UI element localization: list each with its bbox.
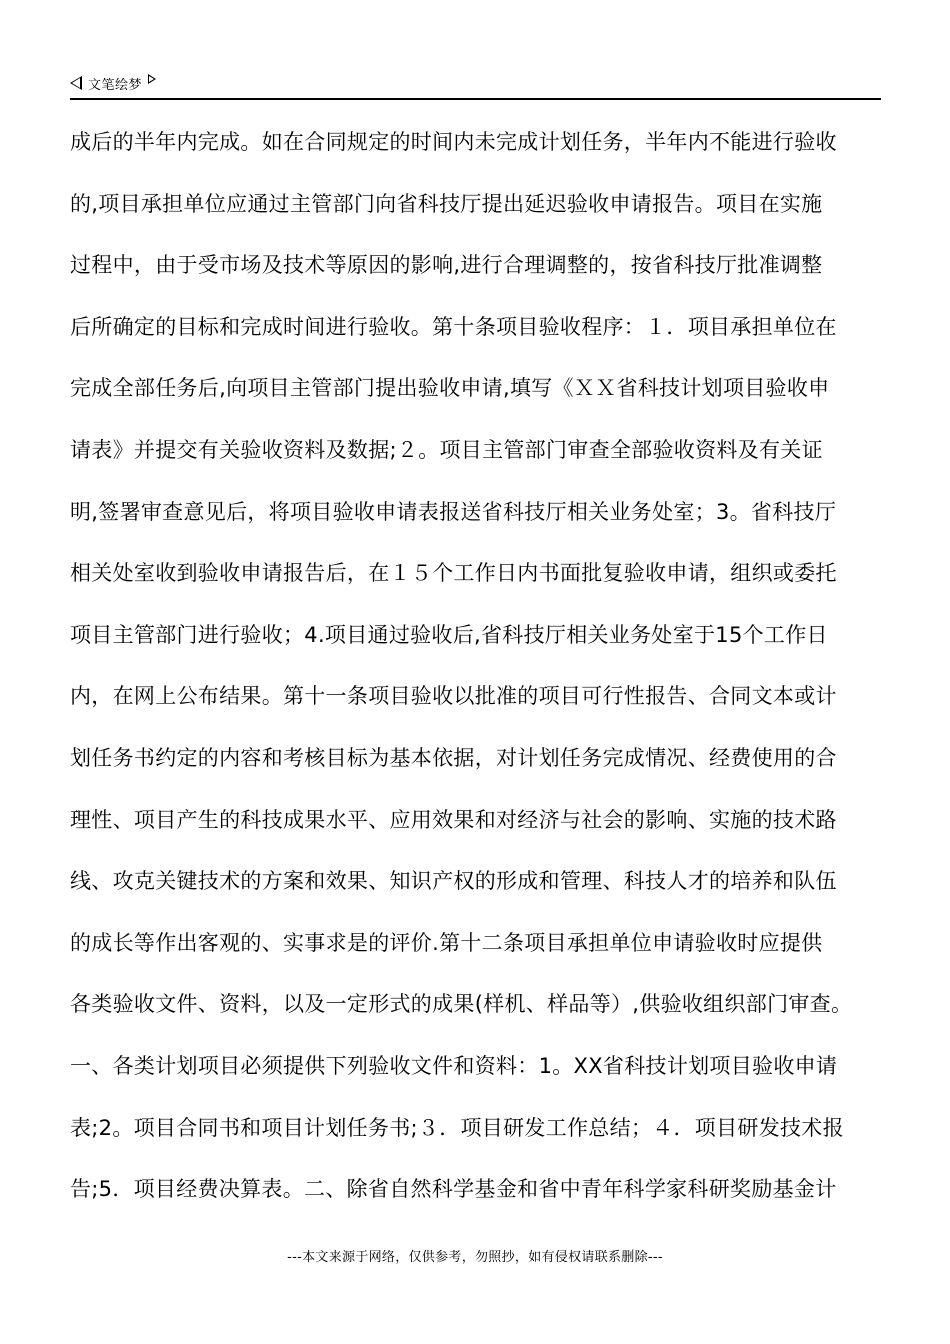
text-line: 各类验收文件、资料，以及一定形式的成果(样机、样品等）,供验收组织部门审查。 [70,992,853,1017]
text-line: 完成全部任务后,向项目主管部门提出验收申请,填写《ＸＸ省科技计划项目验收申 [70,376,830,401]
brand-name: 文笔绘梦 [88,77,143,93]
text-line: 相关处室收到验收申请报告后，在１５个工作日内书面批复验收申请，组织或委托 [70,561,837,586]
text-line: 告;5．项目经费决算表。二、除省自然科学基金和省中青年科学家科研奖励基金计 [70,1177,837,1202]
text-line: 的成长等作出客观的、实事求是的评价.第十二条项目承担单位申请验收时应提供 [70,930,823,955]
document-body [70,118,890,1227]
text-line: 表;2。项目合同书和项目计划任务书;３．项目研发工作总结；４．项目研发技术报 [70,1115,844,1140]
header-divider [70,98,881,100]
text-line: 明,签署审查意见后，将项目验收申请表报送省科技厅相关业务处室；3。省科技厅 [70,499,837,524]
text-line: 理性、项目产生的科技成果水平、应用效果和对经济与社会的影响、实施的技术路 [70,807,837,832]
text-line: 的,项目承担单位应通过主管部门向省科技厅提出延迟验收申请报告。项目在实施 [70,191,823,216]
page-header [70,70,156,96]
text-line: 成后的半年内完成。如在合同规定的时间内未完成计划任务，半年内不能进行验收 [70,130,837,154]
triangle-right-icon [148,74,156,84]
text-line: 过程中，由于受市场及技术等原因的影响,进行合理调整的，按省科技厅批准调整 [70,253,823,278]
text-line: 请表》并提交有关验收资料及数据;２。项目主管部门审查全部验收资料及有关证 [70,437,823,462]
triangle-left-icon [70,76,82,90]
text-line: 线、攻克关键技术的方案和效果、知识产权的形成和管理、科技人才的培养和队伍 [70,869,837,894]
text-line: 划任务书约定的内容和考核目标为基本依据，对计划任务完成情况、经费使用的合 [70,745,837,770]
page-footer: ---本文来源于网络，仅供参考，勿照抄，如有侵权请联系删除--- [287,1250,663,1265]
text-line: 后所确定的目标和完成时间进行验收。第十条项目验收程序：１．项目承担单位在 [70,314,837,339]
text-line: 内，在网上公布结果。第十一条项目验收以批准的项目可行性报告、合同文本或计 [70,684,837,709]
text-line: 一、各类计划项目必须提供下列验收文件和资料：1。XX省科技计划项目验收申请 [70,1053,838,1078]
text-line: 项目主管部门进行验收；4.项目通过验收后,省科技厅相关业务处室于15个工作日 [70,622,828,647]
